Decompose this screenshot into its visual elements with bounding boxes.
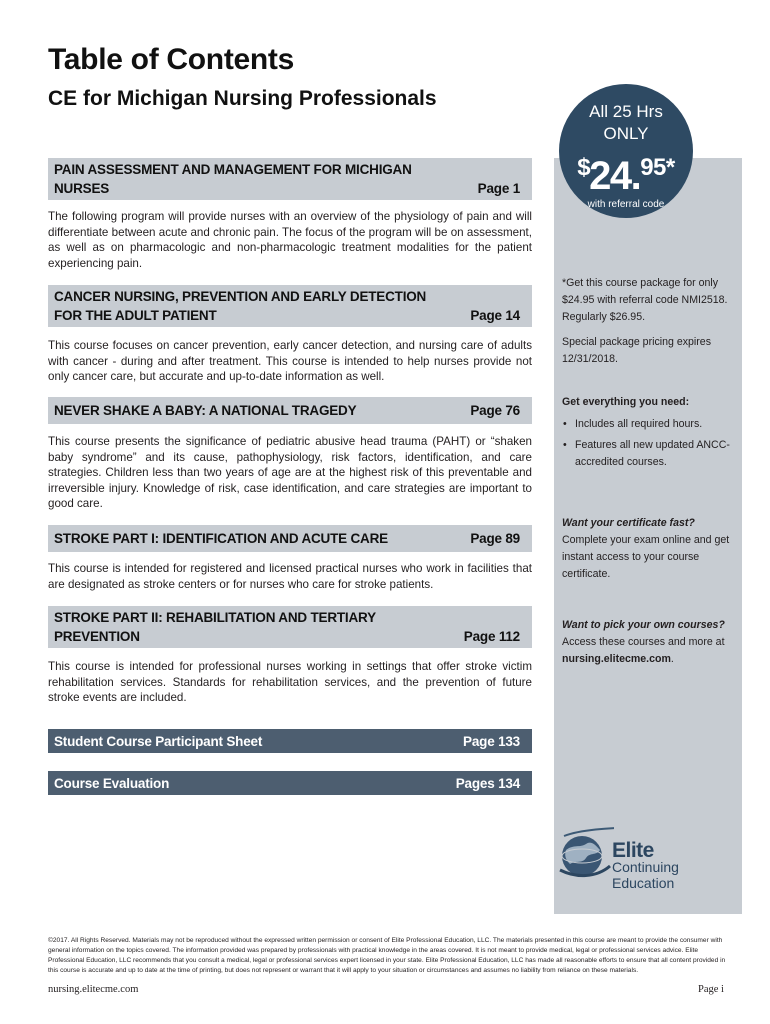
badge-only: ONLY <box>603 124 649 143</box>
pick-text: Access these courses and more at <box>562 636 725 648</box>
course-description-cancer: This course focuses on cancer prevention, early cancer detection, and nursing care of adults with cancer - during and after treatment. This course is intended to help nurses provide not only cancer care, but accurate and up-to-date information as well. <box>48 339 532 384</box>
logo-tagline: Continuing Education <box>612 859 679 891</box>
need-list <box>562 416 740 471</box>
course-description-pain: The following program will provide nurses with an overview of the physiology of pain and will differentiate between acute and chronic pain. The focus of the program will be on assessment, as well as on pharmacologic and non-pharmacologic treatment modalities for the patient experiencing pain. <box>48 210 532 270</box>
need-block <box>562 394 740 411</box>
footer-url[interactable]: nursing.elitecme.com <box>48 984 139 995</box>
cert-text: Complete your exam online and get instant access to your course certificate. <box>562 534 730 580</box>
extra-page: Page 133 <box>463 734 520 749</box>
participant-sheet-bar <box>48 729 532 753</box>
badge-price-cents: 95 <box>640 154 666 181</box>
course-page: Page 112 <box>463 629 520 644</box>
copyright-disclaimer: ©2017. All Rights Reserved. Materials may not be reproduced without the expressed written permission or consent of Elite Professional Education, LLC. The materials presented in this course are meant to provide the consumer with general information on the topics covered. The information provided was prepared by professionals with practical knowledge in the areas covered. It is not meant to provide medical, legal or professional services advice. Elite Professional Education, LLC recommends that you consult a medical, legal or professional services expert licensed in your state. Elite Professional Education, LLC has made all reasonable efforts to ensure that all content provided in this course is accurate and up to date at the time of printing, but does not represent or warrant that it will apply to your situation or circumstances and assumes no liability from reliance on these materials. <box>48 937 726 974</box>
course-title-line2: PREVENTION <box>54 629 140 644</box>
course-page: Page 76 <box>470 403 520 418</box>
offer-text: *Get this course package for only $24.95 with referral code NMI2518. Regularly $26.95. <box>562 277 728 323</box>
pick-heading: Want to pick your own courses? <box>562 619 725 631</box>
cert-heading: Want your certificate fast? <box>562 517 695 529</box>
page-title: Table of Contents <box>48 43 295 76</box>
cert-block <box>562 515 740 583</box>
badge-asterisk: * <box>665 154 675 181</box>
course-header-stroke-1 <box>48 525 532 552</box>
course-header-shake-baby <box>48 397 532 424</box>
badge-dollar: $ <box>577 154 590 181</box>
course-header-stroke-2 <box>48 606 532 648</box>
course-title-line1: STROKE PART I: IDENTIFICATION AND ACUTE CARE <box>54 531 388 546</box>
course-title-line1: STROKE PART II: REHABILITATION AND TERTIARY <box>54 610 376 625</box>
price-badge <box>559 84 693 218</box>
extra-title: Course Evaluation <box>54 776 170 791</box>
course-page: Page 89 <box>470 531 520 546</box>
course-description-stroke-1: This course is intended for registered and licensed practical nurses who work in facilities that are designated as stroke centers or for nurses who care for stroke patients. <box>48 562 532 591</box>
pick-text-wrap <box>562 634 740 668</box>
course-description-stroke-2: This course is intended for professional nurses working in settings that offer stroke victim rehabilitation services. Standards for rehabilitation services, and the prevention of future stroke events are included. <box>48 660 532 705</box>
footer-page-number: Page i <box>698 984 724 995</box>
extra-page: Pages 134 <box>455 776 520 791</box>
expiry-text: Special package pricing expires 12/31/2018. <box>562 336 711 365</box>
course-evaluation-bar <box>48 771 532 795</box>
course-header-pain <box>48 158 532 200</box>
need-heading: Get everything you need: <box>562 396 690 408</box>
list-item: • Includes all required hours. <box>562 416 740 433</box>
course-page: Page 14 <box>470 308 520 323</box>
course-description-shake-baby: This course presents the significance of pediatric abusive head trauma (PAHT) or “shaken baby syndrome” and its cause, pathophysiology, risk factors, identification, and care strategies. Children less than two years of age are at the highest risk of this preventable and irreversible injury. Knowledge of risk, case identification, and care strategies are important to good care. <box>48 435 532 511</box>
need-list-wrap <box>562 416 740 475</box>
page-subtitle: CE for Michigan Nursing Professionals <box>48 87 437 110</box>
badge-referral: with referral code <box>587 199 665 210</box>
course-title-line2: FOR THE ADULT PATIENT <box>54 308 217 323</box>
logo-name: Elite <box>612 839 654 862</box>
badge-price-main: 24. <box>589 154 641 198</box>
badge-hours: All 25 Hrs <box>589 102 663 121</box>
globe-icon <box>556 826 614 882</box>
list-item: • Features all new updated ANCC-accredited courses. <box>562 437 740 471</box>
elite-logo <box>556 826 742 891</box>
extra-title: Student Course Participant Sheet <box>54 734 263 749</box>
badge-price <box>559 146 693 198</box>
pick-block <box>562 617 740 668</box>
course-title-line2: NURSES <box>54 181 110 196</box>
course-header-cancer <box>48 285 532 327</box>
pick-link[interactable]: nursing.elitecme.com <box>562 653 671 665</box>
course-title-line1: CANCER NURSING, PREVENTION AND EARLY DETECTION <box>54 289 427 304</box>
course-title-line1: NEVER SHAKE A BABY: A NATIONAL TRAGEDY <box>54 403 357 418</box>
course-page: Page 1 <box>477 181 520 196</box>
course-title-line1: PAIN ASSESSMENT AND MANAGEMENT FOR MICHIGAN <box>54 162 412 177</box>
offer-sidebar <box>554 158 742 914</box>
pick-end: . <box>670 653 674 665</box>
